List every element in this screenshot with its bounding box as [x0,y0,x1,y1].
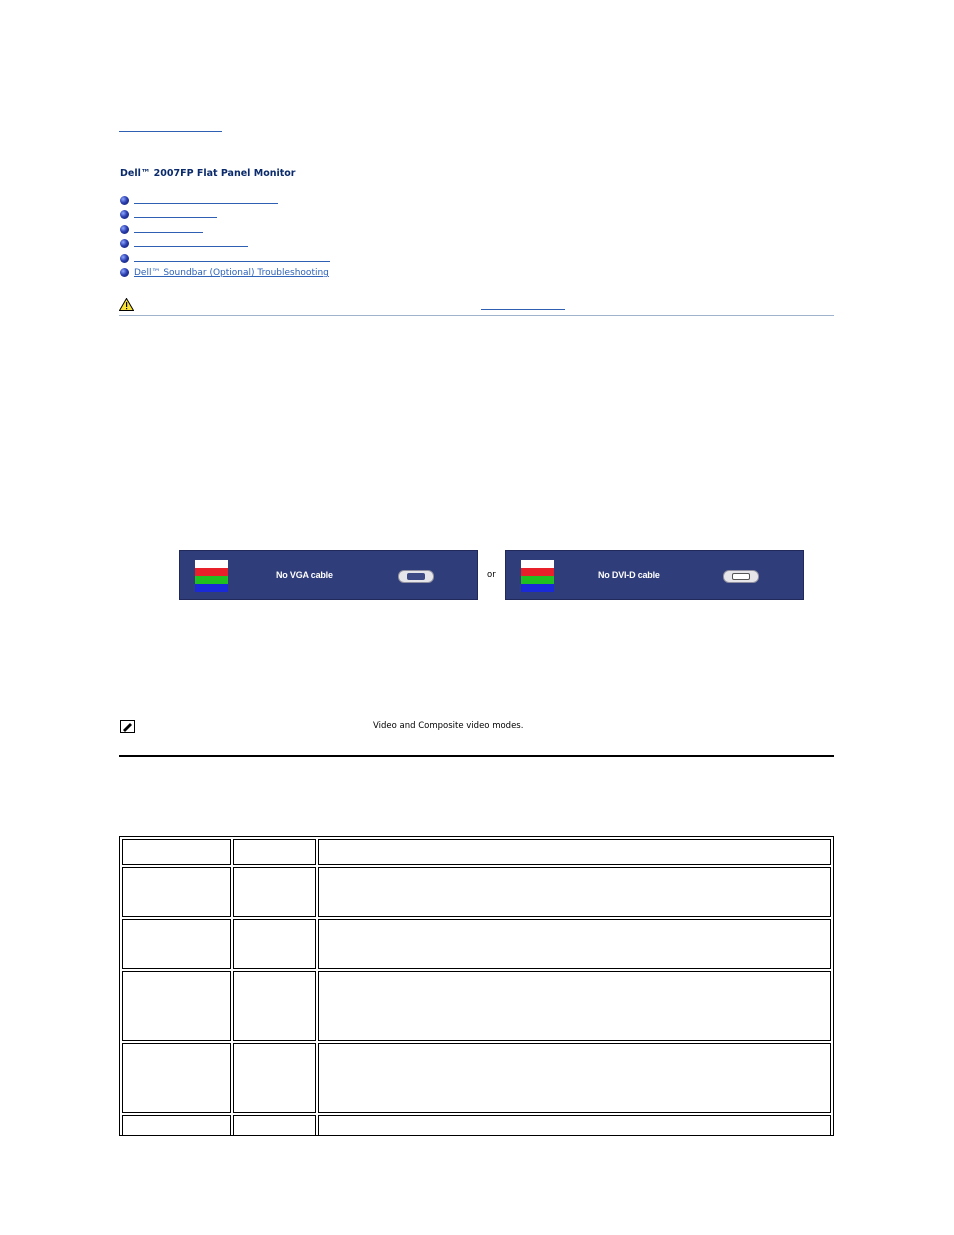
table-header-cell [318,839,831,865]
table-header-cell [233,839,316,865]
caution-icon [119,298,134,311]
bullet-icon [120,254,129,263]
nav-link-1[interactable] [134,203,278,204]
table-header-cell [122,839,231,865]
nav-link-2[interactable] [134,217,217,218]
table-cell [122,971,231,1041]
table-cell [318,1043,831,1113]
table-cell [122,1043,231,1113]
back-to-contents-link[interactable] [119,131,222,132]
caution-divider [119,315,834,316]
table-cell [233,919,316,969]
bullet-icon [120,210,129,219]
section-divider [119,755,834,757]
vga-connector-icon [398,570,434,583]
nav-link-4[interactable] [134,246,248,247]
table-cell [122,867,231,917]
table-cell [318,971,831,1041]
osd-separator: or [487,570,496,580]
osd-message-label: No VGA cable [276,570,333,580]
table-cell [318,1115,831,1136]
table-cell [233,1043,316,1113]
bullet-icon [120,239,129,248]
osd-message-label: No DVI-D cable [598,570,660,580]
table-cell [318,919,831,969]
osd-no-dvi-image [505,550,804,600]
bullet-icon [120,268,129,277]
table-cell [233,867,316,917]
table-cell [122,1115,231,1136]
color-test-icon [521,560,554,592]
osd-no-vga-image [179,550,478,600]
table-cell [318,867,831,917]
table-cell [233,1115,316,1136]
note-icon [120,720,135,733]
page-title: Dell™ 2007FP Flat Panel Monitor [120,168,296,179]
color-test-icon [195,560,228,592]
bullet-icon [120,196,129,205]
nav-link-3[interactable] [134,232,203,233]
caution-link[interactable] [481,309,565,310]
note-text: Video and Composite video modes. [373,721,524,731]
table-cell [122,919,231,969]
bullet-icon [120,225,129,234]
troubleshooting-table [119,836,834,1136]
nav-link-5[interactable] [134,261,330,262]
table-cell [233,971,316,1041]
nav-link-soundbar-troubleshooting[interactable]: Dell™ Soundbar (Optional) Troubleshooting [134,268,329,278]
dvi-connector-icon [723,570,759,583]
